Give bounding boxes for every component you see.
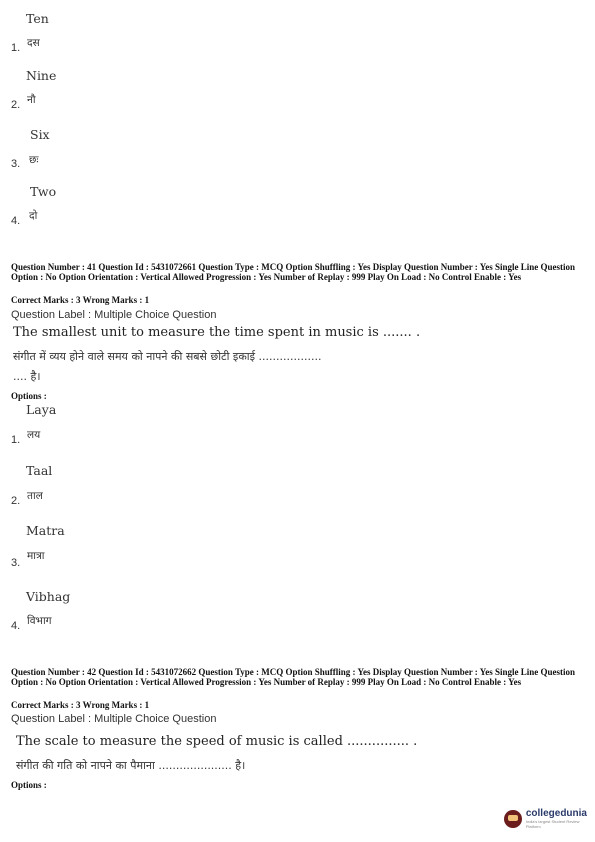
option-text-hi: विभाग xyxy=(27,615,52,627)
options-title: Options : xyxy=(11,391,47,401)
options-title: Options : xyxy=(11,780,47,790)
option-number: 1. xyxy=(11,434,21,446)
option-text-hi: छः xyxy=(29,154,39,166)
logo-tagline: India's largest Student Review Platform xyxy=(525,819,580,829)
option-number: 3. xyxy=(11,158,21,170)
option-text-en: Vibhag xyxy=(26,589,71,604)
option-number: 3. xyxy=(11,557,21,569)
option-number: 2. xyxy=(11,99,21,111)
option-text-en: Two xyxy=(30,184,57,199)
option-number: 2. xyxy=(11,495,21,507)
question-text-hi: संगीत में व्यय होने वाले समय को नापने की सबसे छोटी इकाई .................. xyxy=(13,350,322,363)
option-text-hi: दस xyxy=(27,37,40,49)
option-text-hi: मात्रा xyxy=(27,550,45,562)
question-text-en: The scale to measure the speed of music is called ............... . xyxy=(16,734,418,749)
option-number: 4. xyxy=(11,620,21,632)
option-text-hi: नौ xyxy=(27,94,36,106)
option-number: 1. xyxy=(11,42,21,54)
option-text-en: Matra xyxy=(26,523,65,538)
question-label: Question Label : Multiple Choice Question xyxy=(11,713,217,725)
question-meta: Question Number : 42 Question Id : 5431072662 Question Type : MCQ Option Shuffling : Yes Display Question Number : Yes Single Line Question Option : No Option Orientation : Vertical Allowed Progression : Yes Number of Replay : 999 Play On Load : No Control Enable : Yes xyxy=(11,667,575,687)
option-text-hi: लय xyxy=(27,429,41,441)
logo-name: collegedunia xyxy=(525,808,587,819)
question-meta: Question Number : 41 Question Id : 5431072661 Question Type : MCQ Option Shuffling : Yes Display Question Number : Yes Single Line Question Option : No Option Orientation : Vertical Allowed Progression : Yes Number of Replay : 999 Play On Load : No Control Enable : Yes xyxy=(11,262,575,282)
option-text-en: Ten xyxy=(26,11,49,26)
option-text-en: Six xyxy=(30,127,50,142)
question-text-hi-cont: .... है। xyxy=(13,370,41,383)
option-number: 4. xyxy=(11,215,21,227)
option-text-en: Nine xyxy=(26,68,57,83)
question-text-hi: संगीत की गति को नापने का पैमाना ..................... है। xyxy=(16,759,246,772)
question-label: Question Label : Multiple Choice Question xyxy=(11,309,217,321)
option-text-en: Taal xyxy=(26,463,53,478)
option-text-hi: दो xyxy=(29,210,38,222)
question-text-en: The smallest unit to measure the time spent in music is ....... . xyxy=(13,325,421,340)
graduate-cap-icon xyxy=(504,810,522,828)
collegedunia-logo xyxy=(504,808,595,829)
question-marks: Correct Marks : 3 Wrong Marks : 1 xyxy=(11,295,150,305)
question-marks: Correct Marks : 3 Wrong Marks : 1 xyxy=(11,700,150,710)
option-text-en: Laya xyxy=(26,402,57,417)
option-text-hi: ताल xyxy=(27,490,43,502)
